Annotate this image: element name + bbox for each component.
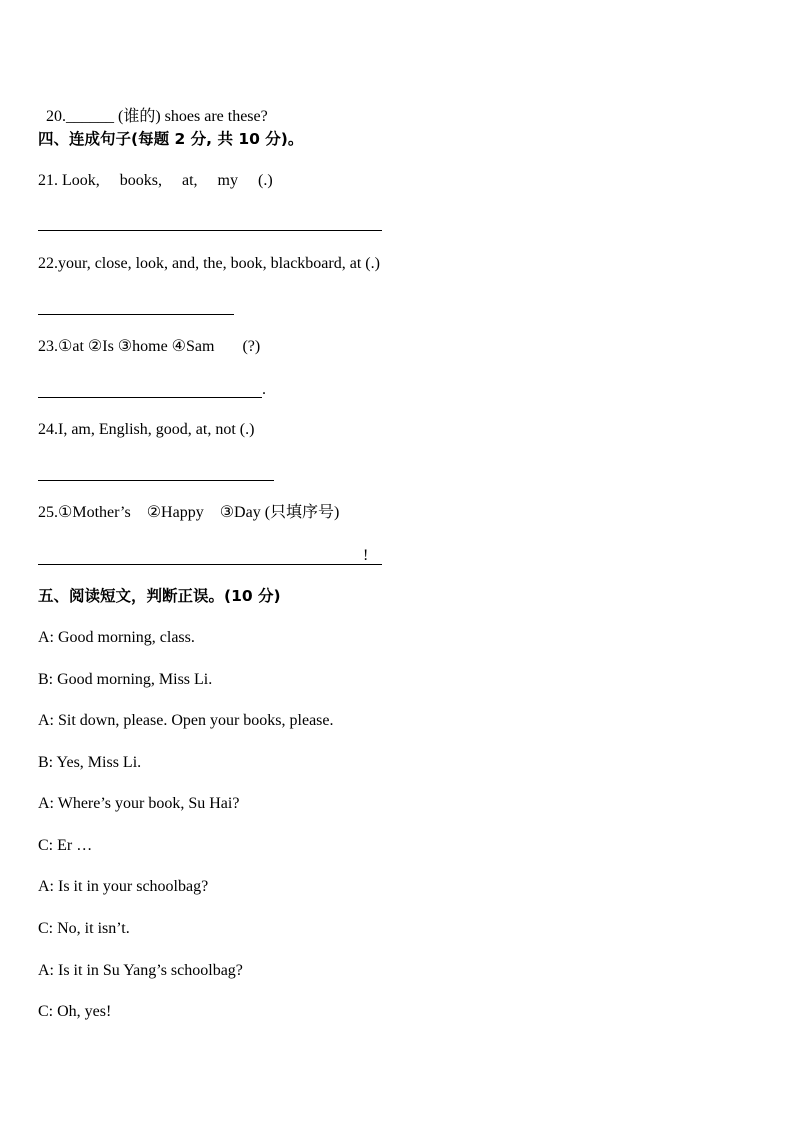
- answer-line-23-period: .: [262, 381, 266, 398]
- answer-line-23[interactable]: [38, 397, 262, 398]
- question-number: 20.: [46, 108, 66, 125]
- question-25: 25.①Mother’s ②Happy ③Day (只填序号): [38, 504, 340, 521]
- dialogue-line: B: Yes, Miss Li.: [38, 754, 142, 771]
- question-22: 22.your, close, look, and, the, book, blackboard, at (.): [38, 255, 380, 272]
- dialogue-line: C: Er …: [38, 837, 93, 854]
- section-4-title: 四、连成句子(每题 2 分, 共 10 分)。: [38, 130, 304, 148]
- answer-line-25-exclamation: !: [363, 547, 369, 564]
- dialogue-line: A: Is it in your schoolbag?: [38, 878, 209, 895]
- dialogue-line: A: Is it in Su Yang’s schoolbag?: [38, 962, 243, 979]
- answer-line-21[interactable]: [38, 230, 382, 231]
- dialogue-line: B: Good morning, Miss Li.: [38, 671, 213, 688]
- section-5-title: 五、阅读短文，判断正误。(10 分): [38, 587, 281, 605]
- question-20: [38, 87, 268, 127]
- question-21: 21. Look, books, at, my (.): [38, 172, 273, 189]
- dialogue-line: A: Good morning, class.: [38, 629, 195, 646]
- question-24: 24.I, am, English, good, at, not (.): [38, 421, 255, 438]
- answer-line-22[interactable]: [38, 314, 234, 315]
- dialogue-line: A: Sit down, please. Open your books, please.: [38, 712, 334, 729]
- answer-line-24[interactable]: [38, 480, 274, 481]
- answer-blank[interactable]: ______: [66, 108, 114, 125]
- question-text: (谁的) shoes are these?: [114, 108, 268, 125]
- dialogue-line: C: No, it isn’t.: [38, 920, 130, 937]
- dialogue-line: A: Where’s your book, Su Hai?: [38, 795, 240, 812]
- question-23: 23.①at ②Is ③home ④Sam (?): [38, 338, 261, 355]
- dialogue-line: C: Oh, yes!: [38, 1003, 112, 1020]
- answer-line-25[interactable]: [38, 564, 382, 565]
